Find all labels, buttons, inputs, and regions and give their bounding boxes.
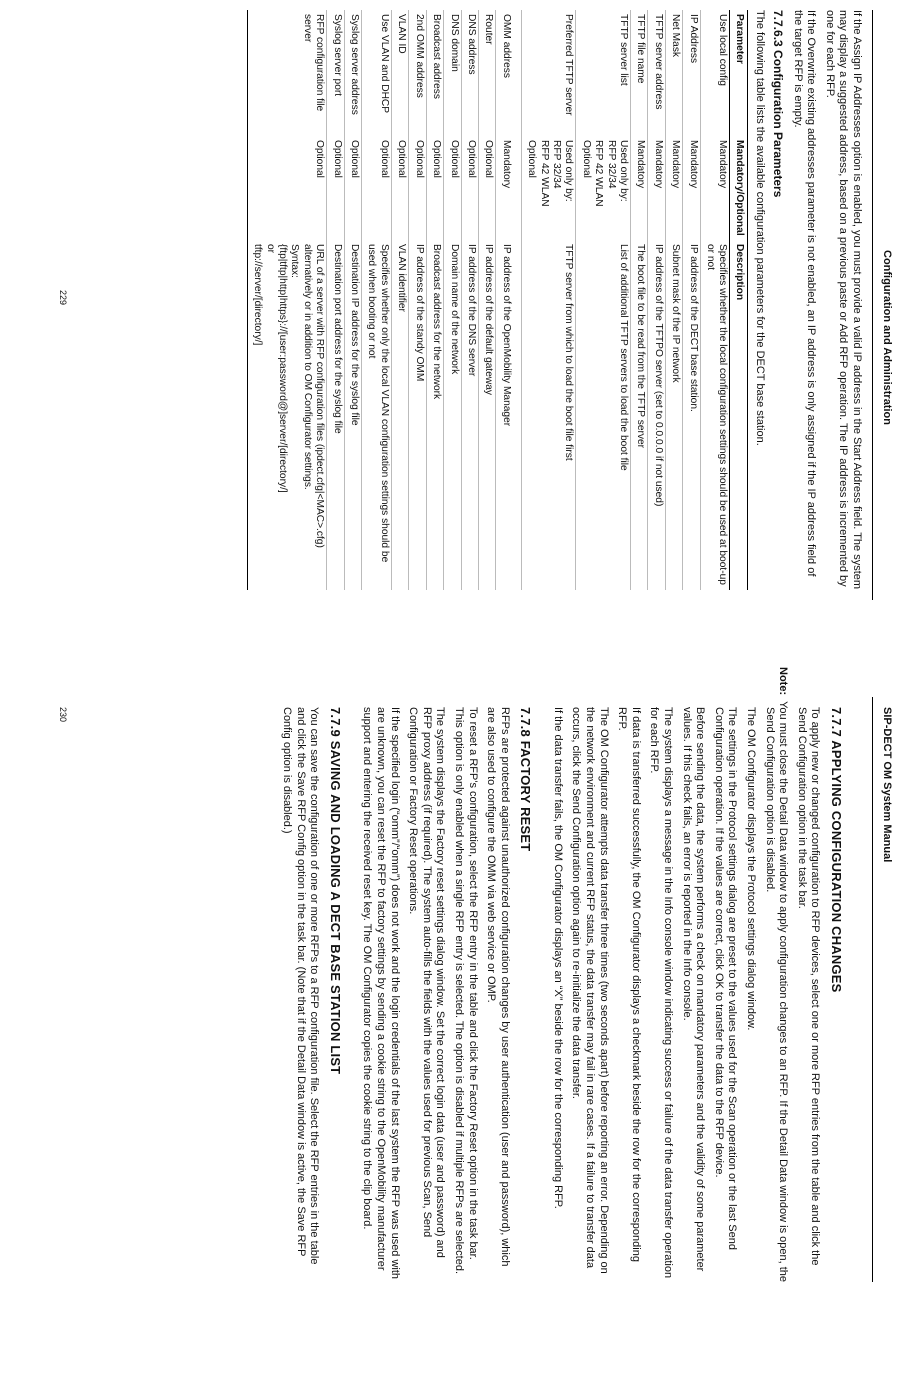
- note-block: [762, 667, 790, 1283]
- s77-paragraph: The system displays a message in the Info console window indicating success or failure of the data transfer operation for each RFP.: [648, 707, 675, 1279]
- page-number: 229: [58, 290, 68, 306]
- cell-parameter: OMM address: [496, 10, 521, 136]
- cell-mandatory: Optional: [426, 136, 443, 240]
- s78-paragraph: RFPs are protected against unauthorized configuration changes by user authentication (user and password), which are also used to configure the OMM via web service or OMP.: [485, 707, 511, 1267]
- cell-description: IP address of the DECT base station.: [683, 240, 700, 590]
- table-row: [362, 10, 392, 590]
- cell-parameter: Net Mask: [665, 10, 682, 136]
- s77-paragraph-1: To apply new or changed configuration to RFP devices, select one or more RFP entries from the table and click the Send Configuration option in the task bar.: [795, 707, 822, 1266]
- cell-mandatory: Mandatory: [665, 136, 682, 240]
- cell-parameter: Syslog server port: [327, 10, 344, 136]
- column-header-mandatory: Mandatory/Optional: [730, 136, 747, 240]
- column-header-description: Description: [730, 240, 747, 590]
- table-body: [247, 10, 730, 590]
- cell-description: URL of a server with RFP configuration files (ipdect.cfg|<MAC>.cfg) alternatively or in addition to OM Configurator settings. Syntax: {ftp|tftp|http|https}://[user:password@]server/[directory/] or tftp://server/[directory/]: [247, 240, 326, 590]
- table-header-row: [730, 10, 747, 590]
- note-text: You must close the Detail Data window to apply configuration changes to an RFP. If the Detail Data window is open, the Send Configuration option is disabled.: [763, 701, 790, 1283]
- table-row: [648, 10, 665, 590]
- section-title-7-7-7: 7.7.7 APPLYING CONFIGURATION CHANGES: [829, 707, 844, 993]
- page-body: [247, 10, 863, 590]
- cell-mandatory: Optional: [461, 136, 478, 240]
- cell-mandatory: Mandatory: [631, 136, 648, 240]
- cell-parameter: Use VLAN and DHCP: [362, 10, 392, 136]
- cell-mandatory: Optional: [362, 136, 392, 240]
- cell-parameter: RFP configuration file server: [247, 10, 326, 136]
- table-row: [444, 10, 461, 590]
- table-row: [631, 10, 648, 590]
- header-rule: [872, 697, 873, 1282]
- intro-paragraph-2: If the Overwrite existing addresses parameter is not enabled, an IP address is only assigned if the IP address field of the target RFP is empty.: [791, 10, 818, 577]
- s78-paragraph: The system displays the Factory reset settings dialog window. Set the correct login data (user and password) and RFP proxy address (if required). The system auto-fills the fields with the values used for previous Scan, Send Configuration or Factory Reset operations.: [407, 707, 447, 1258]
- cell-parameter: TFTP file name: [631, 10, 648, 136]
- s78-paragraph: If the specified login (“omm”/“omm”) does not work and the login credentials of the last system the RFP was used with are unknown, you can reset the RFP to factory settings by sending a cookie string to the OpenMobility manufacturer support and entering the received reset key. The OM Configurator copies the cookie string to the clip board.: [361, 707, 401, 1280]
- cell-description: Specifies whether only the local VLAN configuration settings should be used when booting or not: [362, 240, 392, 590]
- cell-description: The boot file to be read from the TFTP server: [631, 240, 648, 590]
- s77-paragraph: The OM Configurator displays the Protocol settings dialog window.: [745, 707, 758, 1031]
- cell-description: IP address of the DNS server: [461, 240, 478, 590]
- cell-parameter: TFTP server address: [648, 10, 665, 136]
- table-row: [327, 10, 344, 590]
- cell-description: Broadcast address for the network: [426, 240, 443, 590]
- cell-mandatory: Mandatory: [700, 136, 730, 240]
- cell-description: Destination IP address for the syslog file: [344, 240, 361, 590]
- s79-paragraph-1: You can save the configuration of one or more RFPs to a RFP configuration file. Select the RFP entries in the table and click the Save RFP Config option in the task bar. (Note that if the Detail Data window is active, the Save RFP Config option is disabled.): [281, 707, 321, 1265]
- cell-description: IP address of the OpenMobility Manager: [496, 240, 521, 590]
- column-header-parameter: Parameter: [730, 10, 747, 136]
- cell-parameter: DNS address: [461, 10, 478, 136]
- cell-mandatory: Optional: [444, 136, 461, 240]
- cell-description: IP address of the default gateway: [478, 240, 495, 590]
- table-row: [344, 10, 361, 590]
- cell-description: Destination port address for the syslog file: [327, 240, 344, 590]
- cell-description: TFTP server from which to load the boot file first: [521, 240, 576, 590]
- cell-parameter: 2nd OMM address: [409, 10, 426, 136]
- cell-mandatory: Used only by: RFP 32/34 RFP 42 WLAN Optional: [576, 136, 631, 240]
- cell-mandatory: Mandatory: [648, 136, 665, 240]
- s77-paragraph: If data is transferred successfully, the OM Configurator displays a checkmark beside the row for the corresponding RFP.: [616, 707, 642, 1262]
- cell-mandatory: Used only by: RFP 32/34 RFP 42 WLAN Optional: [521, 136, 576, 240]
- table-row: [665, 10, 682, 590]
- cell-description: List of additional TFTP servers to load the boot file: [576, 240, 631, 590]
- running-header: SIP-DECT OM System Manual: [881, 707, 893, 863]
- cell-mandatory: Optional: [247, 136, 326, 240]
- cell-mandatory: Optional: [344, 136, 361, 240]
- cell-parameter: Use local config: [700, 10, 730, 136]
- subsection-title: 7.7.6.3 Configuration Parameters: [771, 10, 786, 198]
- cell-parameter: Router: [478, 10, 495, 136]
- page-body: [274, 667, 863, 1283]
- page-229: [51, 0, 901, 600]
- table-row: [426, 10, 443, 590]
- cell-description: IP address of the standy OMM: [409, 240, 426, 590]
- s77-paragraphs: [550, 707, 757, 1282]
- cell-parameter: IP Address: [683, 10, 700, 136]
- section-title-7-7-9: 7.7.9 SAVING AND LOADING A DECT BASE STATION LIST: [327, 707, 343, 1075]
- cell-mandatory: Optional: [391, 136, 408, 240]
- cell-parameter: DNS domain: [444, 10, 461, 136]
- cell-parameter: TFTP server list: [576, 10, 631, 136]
- page-230: [51, 667, 901, 1297]
- cell-description: Domain name of the network: [444, 240, 461, 590]
- s77-paragraph: Before sending the data, the system performs a check on mandatory parameters and the validity of some parameter values. If this check fails, an error is reported in the Info console.: [680, 707, 707, 1272]
- table-row: [409, 10, 426, 590]
- table-row: [496, 10, 521, 590]
- cell-parameter: Syslog server address: [344, 10, 361, 136]
- s77-paragraph: If the data transfer fails, the OM Configurator displays an “X” beside the row for the corresponding RFP.: [551, 707, 564, 1209]
- cell-description: Subnet mask of the IP network: [665, 240, 682, 590]
- table-row: [391, 10, 408, 590]
- cell-mandatory: Mandatory: [496, 136, 521, 240]
- cell-parameter: Preferred TFTP server: [521, 10, 576, 136]
- table-row: [461, 10, 478, 590]
- s78-paragraph: To reset a RFP's configuration, select the RFP entry in the table and click the Factory Reset option in the task bar. This option is only enabled when a single RFP entry is selected. The option is disabled if multiple RFPs are selected.: [452, 707, 479, 1275]
- table-row: [521, 10, 576, 590]
- cell-description: Specifies whether the local configuration settings should be used at boot-up or not: [700, 240, 730, 590]
- table-row: [683, 10, 700, 590]
- s77-paragraph: The settings in the Protocol settings dialog are preset to the values used for the Scan operation or the last Send Configuration operation. If the values are correct, click OK to transfer the data to the RFP device.: [712, 707, 739, 1250]
- intro-paragraph-1: If the Assign IP Addresses option is enabled, you must provide a valid IP address in the Start Address field. The system may display a suggested address, based on a previous paste or Add RFP operation. The IP address is incremented by one for each RFP.: [823, 10, 863, 590]
- running-header: Configuration and Administration: [881, 250, 893, 425]
- table-row: [700, 10, 730, 590]
- table-intro: The following table lists the available configuration parameters for the DECT base station.: [754, 10, 767, 446]
- s78-paragraphs: [360, 707, 511, 1282]
- cell-parameter: VLAN ID: [391, 10, 408, 136]
- cell-parameter: Broadcast address: [426, 10, 443, 136]
- s77-paragraph: The OM Configurator attempts data transfer three times (two seconds apart) before reporting an error. Depending on the network environment and current RFP status, the data transfer may fail in rare cases. If a failure to transfer data occurs, click the Send Configuration option again to re-initialize the data transfer.: [570, 707, 610, 1274]
- config-parameter-table: [247, 10, 748, 590]
- cell-mandatory: Optional: [478, 136, 495, 240]
- table-row: [478, 10, 495, 590]
- cell-description: IP address of the TFTPO server (set to 0.0.0.0 if not used): [648, 240, 665, 590]
- cell-mandatory: Optional: [409, 136, 426, 240]
- header-rule: [872, 10, 873, 600]
- cell-mandatory: Mandatory: [683, 136, 700, 240]
- cell-mandatory: Optional: [327, 136, 344, 240]
- section-title-7-7-8: 7.7.8 FACTORY RESET: [518, 707, 534, 852]
- cell-description: VLAN identifier: [391, 240, 408, 590]
- table-row: [576, 10, 631, 590]
- table-row: [247, 10, 326, 590]
- note-label: Note:: [777, 667, 790, 696]
- page-number: 230: [58, 707, 68, 723]
